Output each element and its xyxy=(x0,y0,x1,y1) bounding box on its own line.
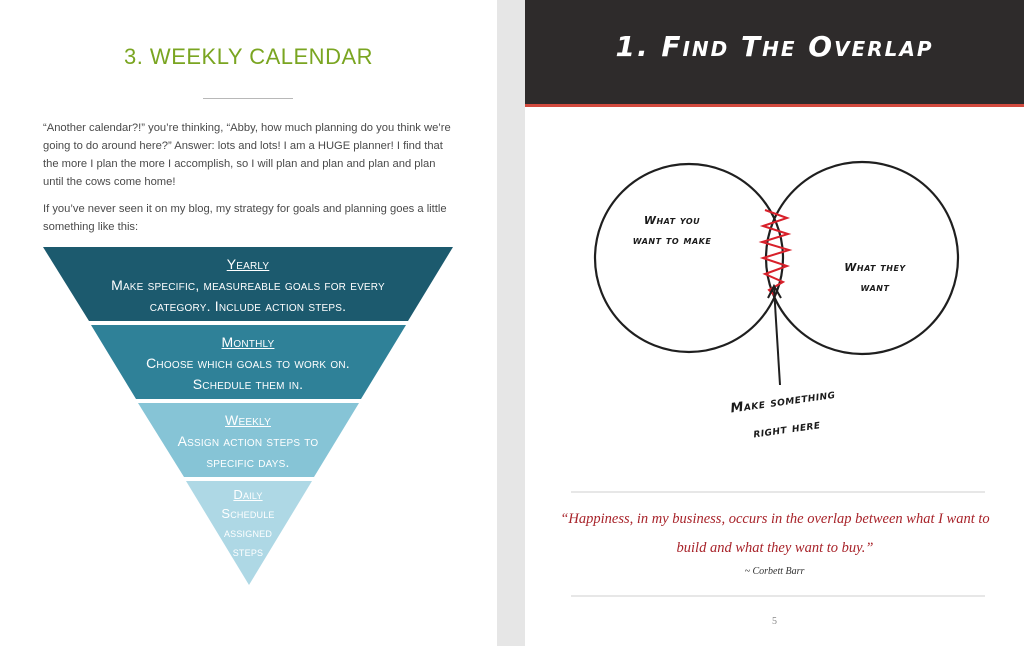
tier-weekly-line: Assign action steps to xyxy=(177,433,319,449)
page-number: 5 xyxy=(772,616,777,627)
tier-yearly-line: Make specific, measureable goals for every xyxy=(111,277,385,293)
venn-right-label xyxy=(825,258,925,298)
chapter-title: 1. Find The Overlap xyxy=(615,30,934,63)
page-title: 3. WEEKLY CALENDAR xyxy=(123,44,374,69)
tier-monthly-line: Schedule them in. xyxy=(192,376,304,392)
tier-weekly-line: specific days. xyxy=(206,454,290,470)
tier-daily-line: assigned xyxy=(223,525,273,540)
arrow-callout-line: Make something xyxy=(729,386,837,417)
quote-attribution: ~ Corbett Barr xyxy=(744,566,805,577)
tier-daily-text xyxy=(78,485,418,561)
tier-daily-line: steps xyxy=(232,544,264,559)
venn-left-label-line: want to make xyxy=(632,234,712,247)
left-page xyxy=(0,0,497,646)
venn-left-label-line: What you xyxy=(643,214,701,227)
pull-quote: “Happiness, in my business, occurs in the overlap between what I want to build and what they want to buy.” xyxy=(560,511,990,556)
tier-monthly-line: Choose which goals to work on. xyxy=(146,355,350,371)
tier-yearly-line: category. Include action steps. xyxy=(149,298,347,314)
tier-yearly-text xyxy=(78,254,418,317)
tier-weekly-text xyxy=(78,410,418,473)
venn-right-label-line: want xyxy=(860,281,890,294)
tier-monthly-text xyxy=(78,332,418,395)
tier-yearly-heading: Yearly xyxy=(226,256,270,272)
tier-daily-line: Schedule xyxy=(221,506,275,521)
tier-weekly-heading: Weekly xyxy=(225,412,271,428)
right-page xyxy=(525,0,1024,646)
tier-monthly-heading: Monthly xyxy=(221,334,275,350)
venn-right-label-line: What they xyxy=(844,261,906,274)
venn-circle-left xyxy=(595,164,783,352)
tier-daily-heading: Daily xyxy=(233,487,263,502)
strategy-paragraph: If you’ve never seen it on my blog, my strategy for goals and planning goes a little something like this: xyxy=(43,203,447,233)
intro-paragraph: “Another calendar?!” you’re thinking, “Abby, how much planning do you think we’re going to do around here?” Answer: lots and lots! I am a HUGE planner! I find that the more I plan the more I accomplish, so I will plan and plan and plan and plan until the cows come home! xyxy=(43,122,451,188)
arrow-callout-line: right here xyxy=(752,417,822,442)
venn-left-label xyxy=(617,211,727,251)
